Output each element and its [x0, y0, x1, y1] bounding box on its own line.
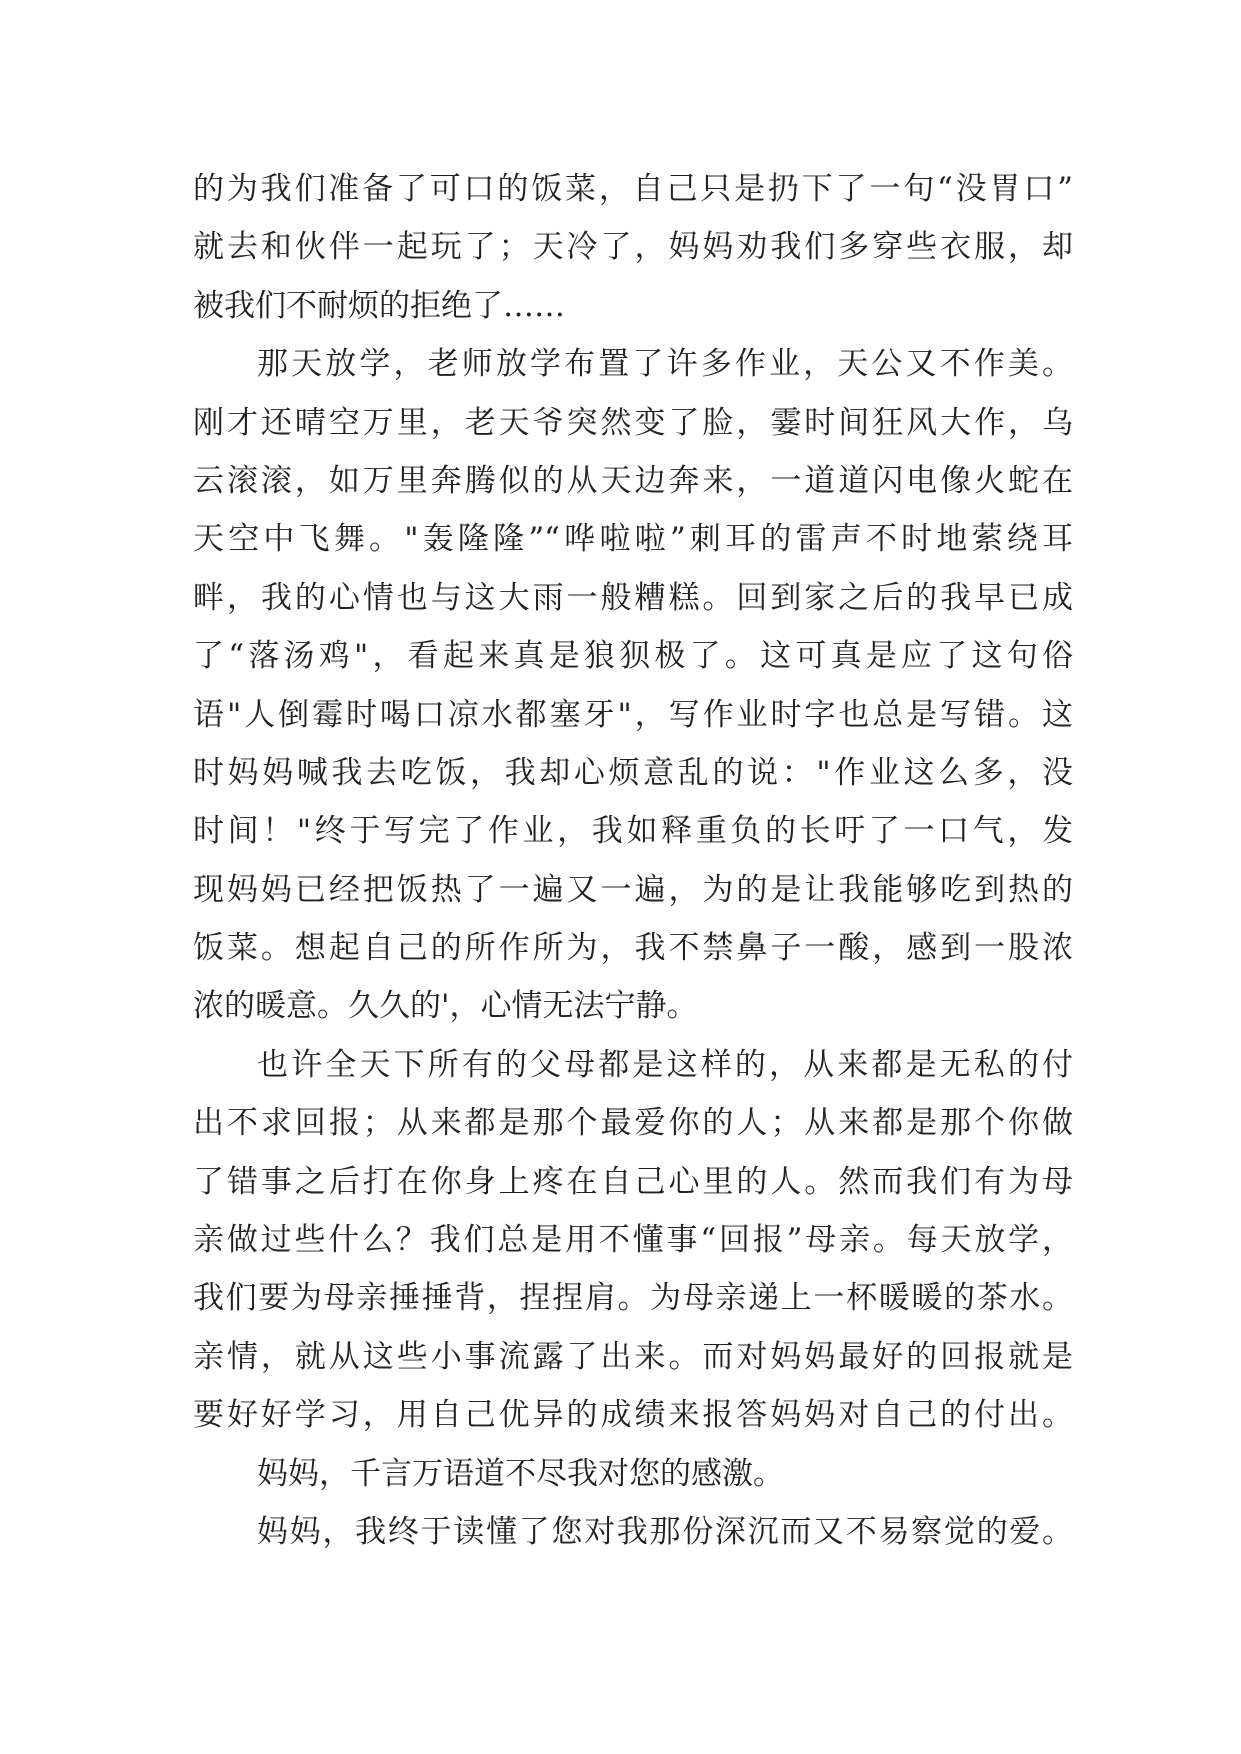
text-line: 时妈妈喊我去吃饭，我却心烦意乱的说："作业这么多，没	[193, 754, 1073, 791]
paragraph-first-line: 妈妈，千言万语道不尽我对您的感激。	[257, 1455, 784, 1492]
text-line: 云滚滚，如万里奔腾似的从天边奔来，一道道闪电像火蛇在	[193, 462, 1073, 499]
text-line: 了“落汤鸡"，看起来真是狼狈极了。这可真是应了这句俗	[193, 638, 1073, 675]
essay-body	[193, 160, 1073, 1561]
paragraph-first-line: 也许全天下所有的父母都是这样的，从来都是无私的付	[257, 1046, 1073, 1083]
paragraph-first-line: 妈妈，我终于读懂了您对我那份深沉而又不易察觉的爱。	[257, 1513, 1073, 1550]
text-line: 亲情，就从这些小事流露了出来。而对妈妈最好的回报就是	[193, 1338, 1073, 1375]
text-line: 出不求回报；从来都是那个最爱你的人；从来都是那个你做	[193, 1105, 1073, 1142]
text-line: 了错事之后打在你身上疼在自己心里的人。然而我们有为母	[193, 1163, 1073, 1200]
text-line: 就去和伙伴一起玩了；天冷了，妈妈劝我们多穿些衣服，却	[193, 229, 1073, 266]
paragraph-first-line: 那天放学，老师放学布置了许多作业，天公又不作美。	[257, 346, 1073, 383]
text-line: 亲做过些什么？我们总是用不懂事“回报”母亲。每天放学，	[193, 1222, 1073, 1259]
text-line: 要好好学习，用自己优异的成绩来报答妈妈对自己的付出。	[193, 1397, 1073, 1434]
text-line: 我们要为母亲捶捶背，捏捏肩。为母亲递上一杯暖暖的茶水。	[193, 1280, 1073, 1317]
text-line: 饭菜。想起自己的所作所为，我不禁鼻子一酸，感到一股浓	[193, 930, 1073, 967]
text-line: 的为我们准备了可口的饭菜，自己只是扔下了一句“没胃口”	[193, 171, 1073, 207]
text-line: 语"人倒霉时喝口凉水都塞牙"，写作业时字也总是写错。这	[193, 696, 1073, 733]
text-line: 天空中飞舞。"轰隆隆”“哗啦啦”刺耳的雷声不时地萦绕耳	[193, 521, 1073, 558]
text-line: 被我们不耐烦的拒绝了……	[193, 287, 565, 324]
text-line: 刚才还晴空万里，老天爷突然变了脸，霎时间狂风大作，乌	[193, 404, 1073, 441]
text-line: 现妈妈已经把饭热了一遍又一遍，为的是让我能够吃到热的	[193, 871, 1073, 908]
text-line: 浓的暖意。久久的'，心情无法宁静。	[193, 988, 698, 1025]
text-line: 时间！"终于写完了作业，我如释重负的长吁了一口气，发	[193, 813, 1073, 850]
text-line: 畔，我的心情也与这大雨一般糟糕。回到家之后的我早已成	[193, 579, 1073, 616]
